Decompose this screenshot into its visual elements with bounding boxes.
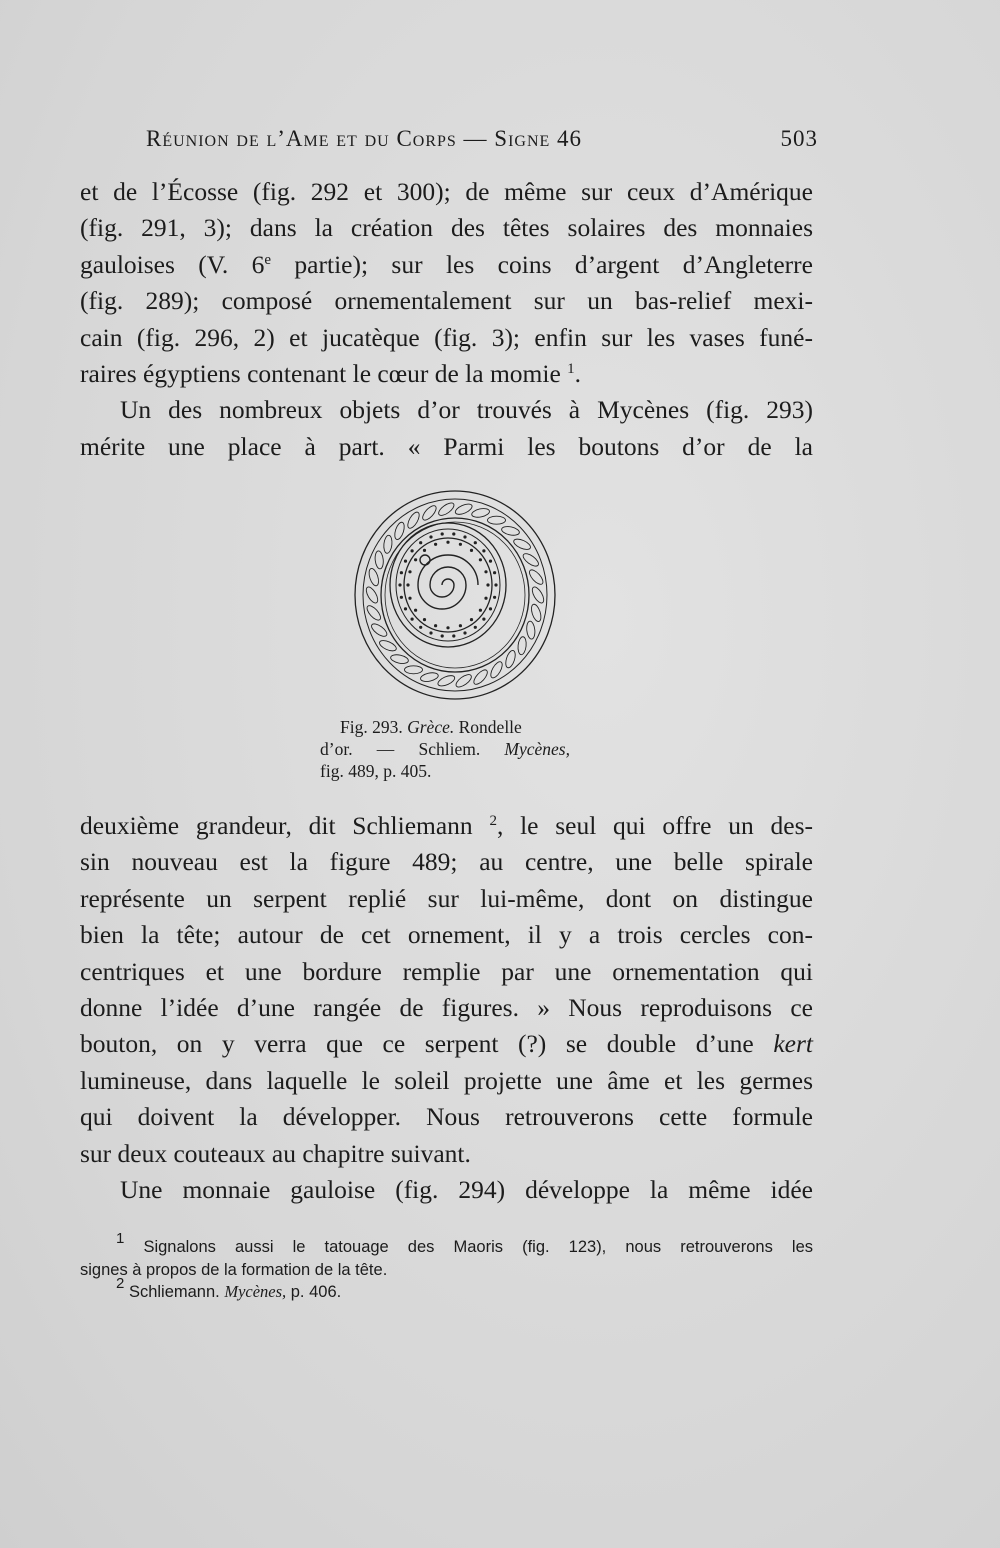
footnote-ref-1: 1	[567, 360, 575, 377]
text-line: Une monnaie gauloise (fig. 294) développe la même idée	[120, 1174, 813, 1204]
text-line: mérite une place à part. « Parmi les boutons d’or de la	[80, 431, 813, 461]
text-line: et de l’Écosse (fig. 292 et 300); de même sur ceux d’Amérique	[80, 177, 813, 206]
figure-caption	[320, 716, 570, 782]
body-text-bottom	[80, 808, 813, 1208]
caption-line: fig. 489, p. 405.	[320, 761, 432, 781]
text-line: cain (fig. 296, 2) et jucatèque (fig. 3); enfin sur les vases funé-	[80, 322, 813, 352]
footnote-ref-2: 2	[489, 813, 497, 829]
text-line: lumineuse, dans laquelle le soleil projette une âme et les germes	[80, 1065, 813, 1095]
text-line: sin nouveau est la figure 489; au centre, une belle spirale	[80, 847, 813, 877]
text-line: raires égyptiens contenant le cœur de la momie $^1$.	[80, 358, 582, 388]
text-line: (fig. 289); composé ornementalement sur un bas-relief mexi-	[80, 286, 813, 316]
text-line: centriques et une bordure remplie par une ornementation qui	[80, 956, 813, 986]
text-line: bouton, on y verra que ce serpent (?) se double d’une kert	[80, 1029, 813, 1059]
footnote-1: $^1$ Signalons aussi le tatouage des Maoris (fig. 123), nous retrouverons les	[116, 1230, 814, 1256]
caption-line: Fig. 293. Grèce. Rondelle	[340, 717, 522, 737]
footnotes	[80, 1230, 814, 1304]
text-line: Un des nombreux objets d’or trouvés à Mycènes (fig. 293)	[120, 395, 813, 425]
page-number: 503	[780, 126, 818, 151]
text-line: deuxième grandeur, dit Schliemann $^2$, le seul qui offre un des-	[80, 811, 813, 840]
text-line: (fig. 291, 3); dans la création des têtes solaires des monnaies	[80, 213, 813, 243]
caption-line: d’or. — Schliem. Mycènes,	[320, 739, 570, 759]
superscript: e	[264, 251, 272, 268]
gold-disc-figure	[352, 488, 558, 702]
body-text-top	[80, 174, 813, 465]
text-line: qui doivent la développer. Nous retrouverons cette formule	[80, 1102, 813, 1132]
footnote-1-continued: signes à propos de la formation de la tête.	[80, 1260, 388, 1279]
text-line: sur deux couteaux au chapitre suivant.	[80, 1138, 471, 1168]
text-line: gauloises (V. 6e partie); sur les coins d’argent d’Angleterre	[80, 249, 813, 279]
running-title: Réunion de l’Ame et du Corps — Signe 46	[146, 126, 583, 151]
text-line: représente un serpent replié sur lui-même, dont on distingue	[80, 883, 813, 913]
running-header	[146, 126, 818, 152]
text-line: donne l’idée d’une rangée de figures. » Nous reproduisons ce	[80, 992, 813, 1022]
text-line: bien la tête; autour de cet ornement, il y a trois cercles con-	[80, 920, 813, 950]
footnote-2: $^2$ Schliemann. Mycènes, p. 406.	[116, 1275, 342, 1301]
